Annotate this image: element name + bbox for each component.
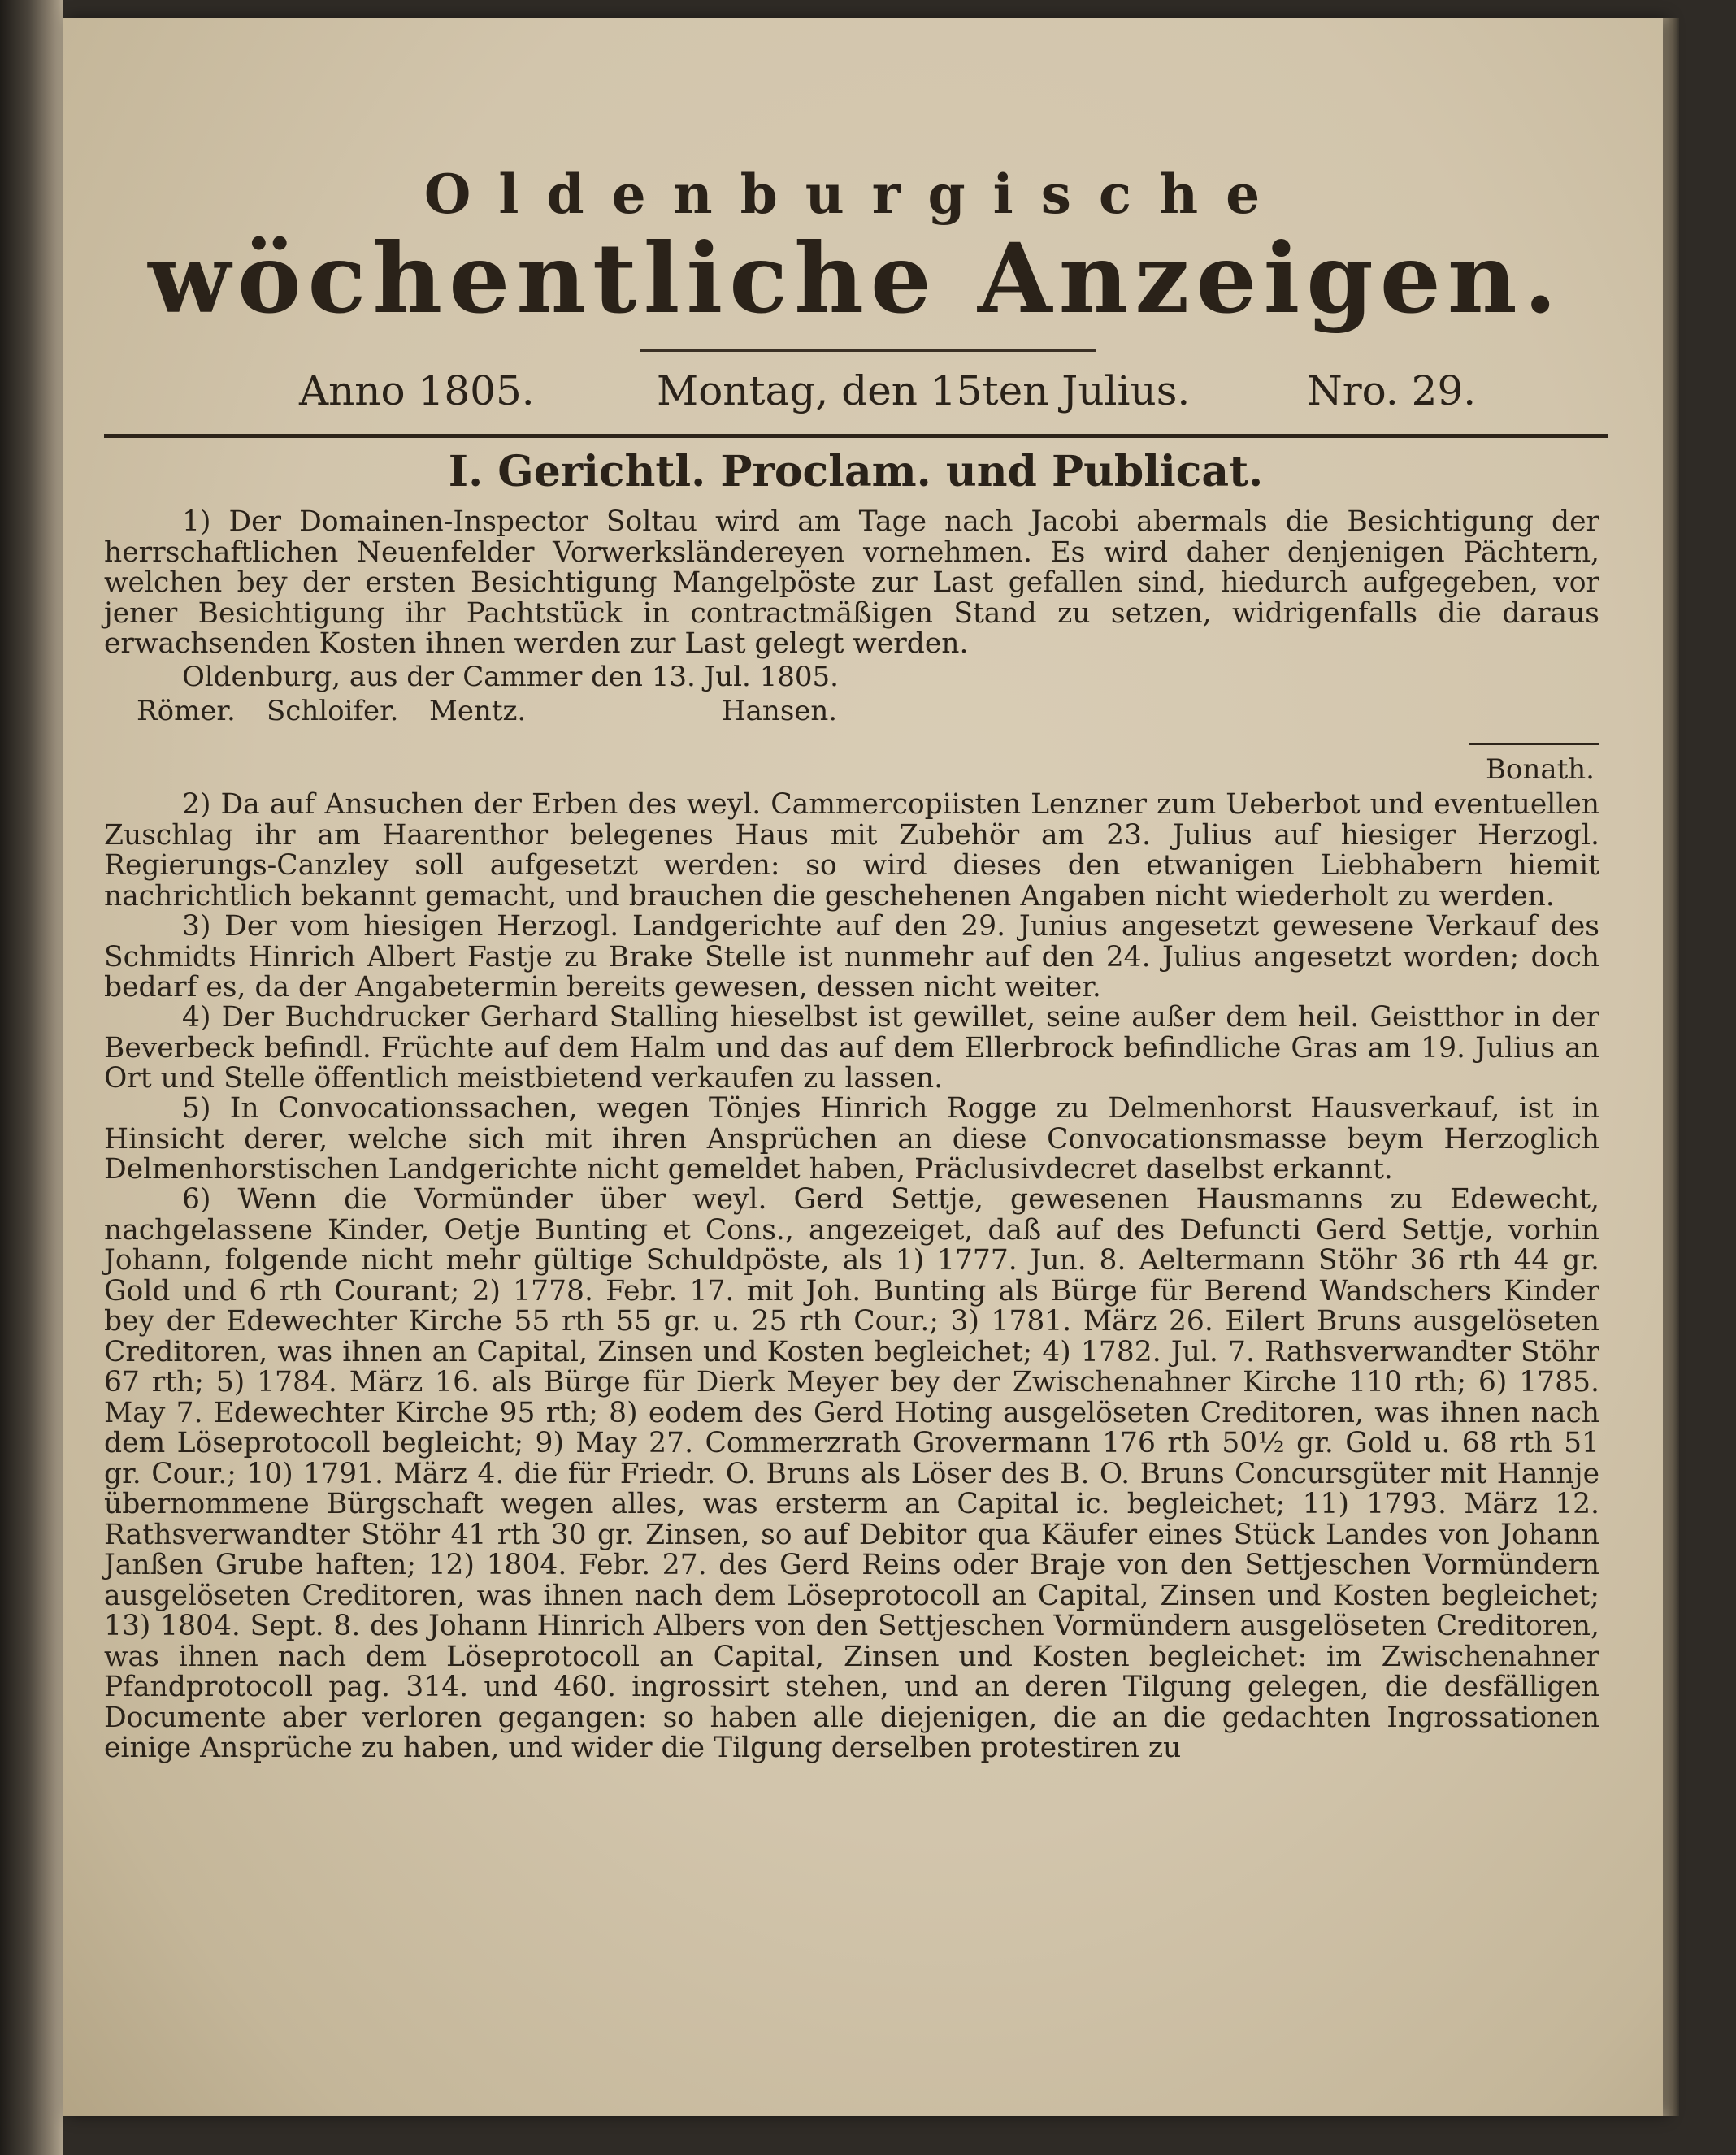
notice-3: 3) Der vom hiesigen Herzogl. Landgerichte auf den 29. Junius angesetzt gewesene Verkauf des Schmidts Hinrich Albert Fastje zu Brake Stelle ist nunmehr auf den 24. Julius angesetzt worden; doch bedarf es, da der Angabetermin bereits gewesen, dessen nicht weiter. [104, 910, 1599, 1004]
masthead-rule [640, 349, 1096, 352]
dateline-number: Nro. 29. [1307, 367, 1477, 414]
signature-rule [1469, 743, 1599, 745]
signer-5: Bonath. [1486, 753, 1595, 786]
dateline-anno: Anno 1805. [299, 367, 535, 414]
previous-page-edge [0, 0, 63, 2155]
signer-1: Römer. [137, 695, 236, 727]
signer-3: Mentz. [429, 695, 527, 727]
notice-1-text: 1) Der Domainen-Inspector Soltau wird am Tage nach Jacobi abermals die Besichtigung der herrschaftlichen Neuenfelder Vorwerksländereyen vornehmen. Es wird daher denjenigen Pächtern, welchen bey der ersten Besichtigung Mangelpöste zur Last gefallen sind, hiedurch aufgegeben, vor jener Besichtigung ihr Pachtstück in contractmäßigen Stand zu setzen, widrigenfalls die daraus erwachsenden Kosten ihnen werden zur Last gelegt werden. [104, 505, 1599, 660]
newspaper-page [63, 18, 1663, 2116]
masthead-line-2: wöchentliche Anzeigen. [148, 222, 1564, 335]
dateline-rule [104, 434, 1608, 438]
signer-2: Schloifer. [267, 695, 399, 727]
notice-4: 4) Der Buchdrucker Gerhard Stalling hieselbst ist gewillet, seine außer dem heil. Geistthor in der Beverbeck befindl. Früchte auf dem Halm und das auf dem Ellerbrock befindliche Gras am 19. Julius an Ort und Stelle öffentlich meistbietend verkaufen zu lassen. [104, 1001, 1599, 1095]
page-right-edge [1663, 18, 1679, 2116]
signer-4: Hansen. [722, 695, 838, 727]
notice-2: 2) Da auf Ansuchen der Erben des weyl. Cammercopiisten Lenzner zum Ueberbot und eventuellen Zuschlag ihr am Haarenthor belegenes Haus mit Zubehör am 23. Julius auf hiesiger Herzogl. Regierungs-Canzley soll aufgesetzt werden: so wird dieses den etwanigen Liebhabern hiemit nachrichtlich bekannt gemacht, und brauchen die geschehenen Angaben nicht wiederholt zu werden. [104, 788, 1599, 913]
notice-6: 6) Wenn die Vormünder über weyl. Gerd Settje, gewesenen Hausmanns zu Edewecht, nachgelassene Kinder, Oetje Bunting et Cons., angezeiget, daß auf des Defuncti Gerd Settje, vorhin Johann, folgende nicht mehr gültige Schuldpöste, als 1) 1777. Jun. 8. Aeltermann Stöhr 36 rth 44 gr. Gold und 6 rth Courant; 2) 1778. Febr. 17. mit Joh. Bunting als Bürge für Berend Wandschers Kinder bey der Edewechter Kirche 55 rth 55 gr. u. 25 rth Cour.; 3) 1781. März 26. Eilert Bruns ausgelöseten Creditoren, was ihnen an Capital, Zinsen und Kosten begleichet; 4) 1782. Jul. 7. Rathsverwandter Stöhr 67 rth; 5) 1784. März 16. als Bürge für Dierk Meyer bey der Zwischenahner Kirche 110 rth; 6) 1785. May 7. Edewechter Kirche 95 rth; 8) eodem des Gerd Hoting ausgelöseten Creditoren, was ihnen nach dem Löseprotocoll begleicht; 9) May 27. Commerzrath Grovermann 176 rth 50½ gr. Gold u. 68 rth 51 gr. Cour.; 10) 1791. März 4. die für Friedr. O. Bruns als Löser des B. O. Bruns Concursgüter mit Hannje übernommene Bürgschaft wegen alles, was ersterm an Capital ic. begleichet; 11) 1793. März 12. Rathsverwandter Stöhr 41 rth 30 gr. Zinsen, so auf Debitor qua Käufer eines Stück Landes von Johann Janßen Grube haften; 12) 1804. Febr. 27. des Gerd Reins oder Braje von den Settjeschen Vormündern ausgelöseten Creditoren, was ihnen nach dem Löseprotocoll an Capital, Zinsen und Kosten begleichet; 13) 1804. Sept. 8. des Johann Hinrich Albers von den Settjeschen Vormündern ausgelöseten Creditoren, was ihnen nach dem Löseprotocoll an Capital, Zinsen und Kosten begleichet: im Zwischenahner Pfandprotocoll pag. 314. und 460. ingrossirt stehen, und an deren Tilgung gelegen, die desfälligen Documente aber verloren gegangen: so haben alle diejenigen, die an die gedachten Ingrossationen einige Ansprüche zu haben, und wider die Tilgung derselben protestiren zu [104, 1183, 1599, 1764]
masthead-line-1: Oldenburgische [423, 163, 1288, 226]
notice-5: 5) In Convocationssachen, wegen Tönjes Hinrich Rogge zu Delmenhorst Hausverkauf, ist in Hinsicht derer, welche sich mit ihren Ansprüchen an diese Convocationsmasse beym Herzoglich Delmenhorstischen Landgerichte nicht gemeldet haben, Präclusivdecret daselbst erkannt. [104, 1092, 1599, 1186]
dateline [104, 367, 1608, 424]
dateline-day: Montag, den 15ten Julius. [657, 367, 1191, 414]
section-title: I. Gerichtl. Proclam. und Publicat. [448, 447, 1264, 496]
notice-1-place: Oldenburg, aus der Cammer den 13. Jul. 1805. [182, 661, 839, 693]
